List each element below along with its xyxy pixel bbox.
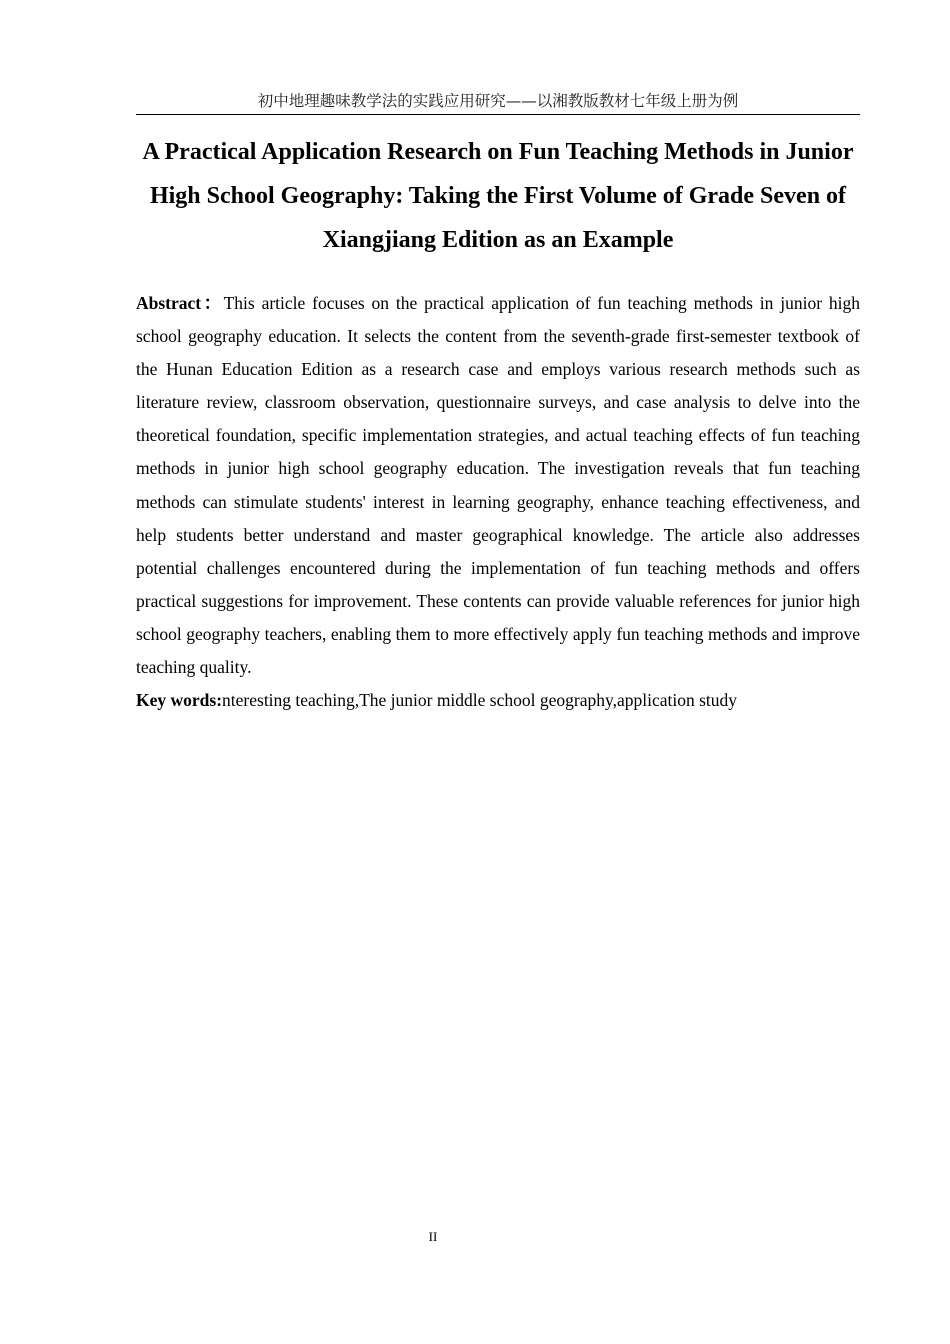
abstract-text: This article focuses on the practical application of fun teaching methods in junior high school geography education. It selects the content from the seventh-grade first-semester textbook of the Hunan Education Edition as a research case and employs various research methods such as literature review, classroom observation, questionnaire surveys, and case analysis to delve into the theoretical foundation, specific implementation strategies, and actual teaching effects of fun teaching methods in junior high school geography education. The investigation reveals that fun teaching methods can stimulate students' interest in learning geography, enhance teaching effectiveness, and help students better understand and master geographical knowledge. The article also addresses potential challenges encountered during the implementation of fun teaching methods and offers practical suggestions for improvement. These contents can provide valuable references for junior high school geography teachers, enabling them to more effectively apply fun teaching methods and improve teaching quality. (136, 293, 861, 678)
abstract-paragraph (136, 287, 860, 684)
keywords-label: Key words: (136, 690, 223, 710)
running-header: 初中地理趣味教学法的实践应用研究——以湘教版教材七年级上册为例 (136, 90, 860, 115)
page-number: II (428, 1229, 438, 1244)
document-title: A Practical Application Research on Fun Teaching Methods in Junior High School Geography: Taking the First Volume of Grade Seven of Xiangjiang Edition as an Example (142, 139, 854, 253)
keywords-line (136, 684, 860, 717)
keywords-text: nteresting teaching,The junior middle school geography,application study (222, 690, 738, 710)
abstract-label: Abstract： (136, 293, 224, 313)
